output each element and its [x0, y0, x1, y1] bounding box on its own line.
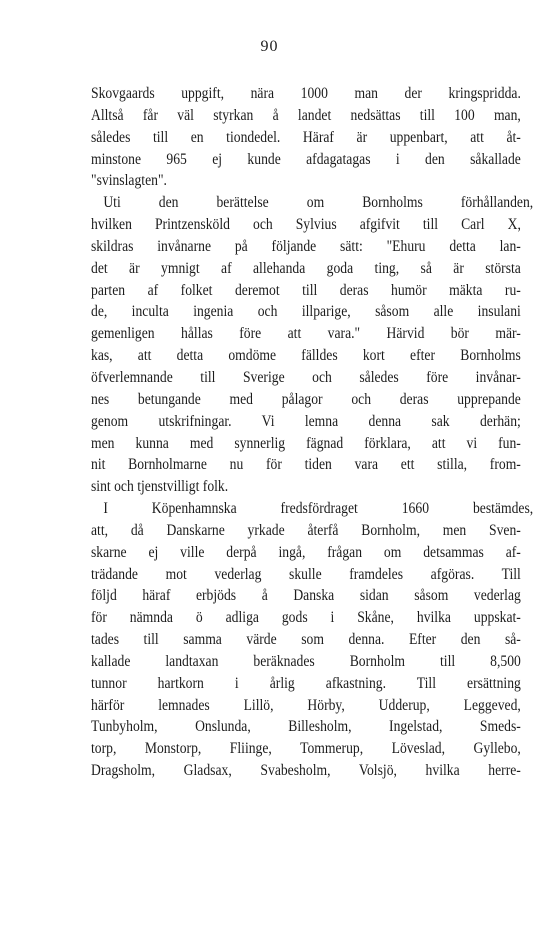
page-number: 90	[260, 38, 279, 55]
text-line: härför lemnades Lillö, Hörby, Udderup, Leggeved,	[91, 696, 521, 714]
text-line: torp, Monstorp, Fliinge, Tommerup, Löveslad, Gyllebo,	[91, 740, 521, 758]
text-line: kas, att detta omdöme fälldes kort efter Bornholms	[91, 347, 521, 365]
text-line: Tunbyholm, Onslunda, Billesholm, Ingelstad, Smeds-	[91, 718, 521, 736]
text-line: trädande mot vederlag skulle framdeles afgöras. Till	[91, 565, 521, 583]
text-line: sint och tjenstvilligt folk.	[91, 478, 229, 496]
text-line: öfverlemnande till Sverige och således före invånar-	[91, 368, 521, 386]
text-line: men kunna med synnerlig fägnad förklara, att vi fun-	[91, 434, 521, 452]
text-line: tunnor hartkorn i årlig afkastning. Till ersättning	[91, 674, 521, 692]
text-line: nit Bornholmarne nu för tiden vara ett stilla, from-	[91, 456, 521, 474]
text-line: således till en tiondedel. Häraf är uppenbart, att åt-	[91, 128, 521, 146]
text-line: Alltså får väl styrkan å landet nedsättas till 100 man,	[91, 106, 521, 124]
text-line: tades till samma värde som denna. Efter den så-	[91, 631, 521, 649]
text-line: Uti den berättelse om Bornholms förhållanden,	[103, 194, 534, 212]
text-line: Dragsholm, Gladsax, Svabesholm, Volsjö, hvilka herre-	[91, 762, 521, 780]
text-line: skildras invånarne på följande sätt: "Ehuru detta lan-	[91, 237, 521, 255]
text-line: kallade landtaxan beräknades Bornholm till 8,500	[91, 652, 521, 670]
text-line: "svinslagten".	[91, 172, 167, 190]
text-line: Skovgaards uppgift, nära 1000 man der kringspridda.	[91, 85, 521, 102]
text-line: att, då Danskarne yrkade återfå Bornholm, men Sven-	[91, 521, 521, 539]
text-line: gemenligen hållas före att vara." Härvid bör mär-	[91, 325, 521, 343]
text-line: skarne ej ville derpå ingå, frågan om detsammas af-	[91, 543, 521, 561]
text-line: I Köpenhamnska fredsfördraget 1660 bestämdes,	[103, 500, 534, 518]
body-text	[91, 83, 534, 782]
text-line: nes betungande med pålagor och deras upprepande	[91, 390, 521, 408]
text-line: genom utskrifningar. Vi lemna denna sak derhän;	[91, 412, 521, 430]
text-line: minstone 965 ej kunde afdagatagas i den såkallade	[91, 150, 521, 168]
text-line: hvilken Printzensköld och Sylvius afgifvit till Carl X,	[91, 216, 521, 234]
text-line: parten af folket deremot till deras humör mäkta ru-	[91, 281, 521, 299]
text-line: de, inculta ingenia och illparige, såsom alle insulani	[91, 303, 521, 321]
text-line: följd häraf erbjöds å Danska sidan såsom vederlag	[91, 587, 521, 605]
text-line: för nämnda ö adliga gods i Skåne, hvilka uppskat-	[91, 609, 521, 627]
text-line: det är ymnigt af allehanda goda ting, så är största	[91, 259, 521, 277]
